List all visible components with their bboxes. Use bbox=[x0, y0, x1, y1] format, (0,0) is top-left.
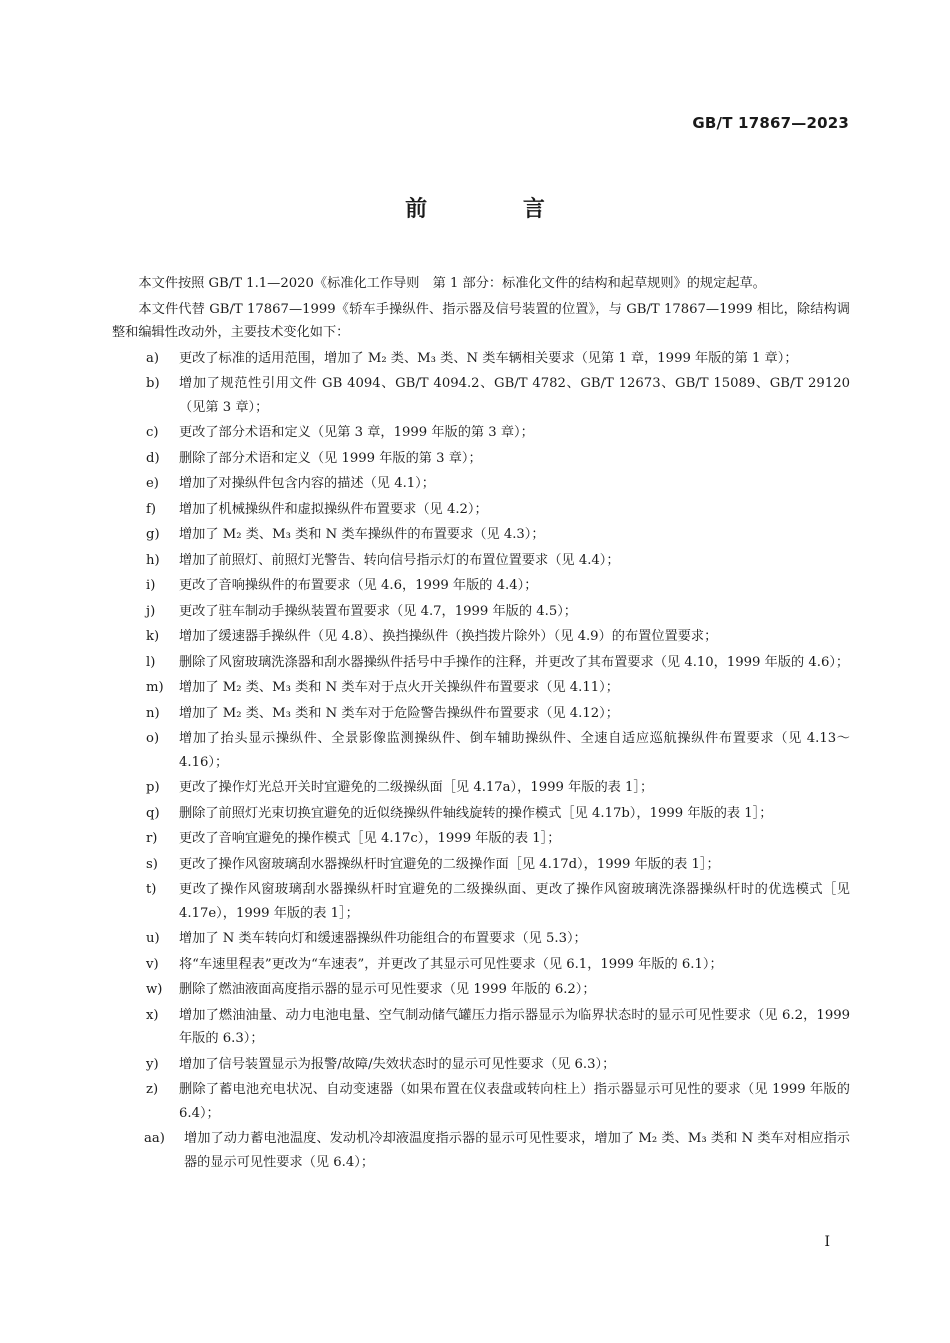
list-item bbox=[112, 776, 850, 800]
list-item-text: 增加了 M₂ 类、M₃ 类和 N 类车操纵件的布置要求（见 4.3）； bbox=[179, 527, 545, 542]
list-item bbox=[112, 853, 850, 877]
list-item bbox=[112, 447, 850, 471]
list-item-label: r) bbox=[146, 831, 158, 846]
list-item-label: o) bbox=[146, 731, 160, 746]
list-item-text: 更改了音响宜避免的操作模式［见 4.17c），1999 年版的表 1］； bbox=[179, 831, 561, 846]
list-item bbox=[112, 651, 850, 675]
list-item bbox=[112, 600, 850, 624]
list-item bbox=[112, 727, 850, 774]
list-item bbox=[112, 625, 850, 649]
list-item-label: t) bbox=[146, 882, 157, 897]
list-item-text: 将“车速里程表”更改为“车速表”，并更改了其显示可见性要求（见 6.1，1999 年版的 6.1）； bbox=[179, 956, 723, 972]
list-item bbox=[112, 1078, 850, 1125]
list-item bbox=[112, 498, 850, 522]
list-item-text: 更改了标准的适用范围，增加了 M₂ 类、M₃ 类、N 类车辆相关要求（见第 1 章，1999 年版的第 1 章）； bbox=[179, 350, 798, 366]
list-item bbox=[112, 927, 850, 951]
list-item-text: 增加了信号装置显示为报警/故障/失效状态时的显示可见性要求（见 6.3）； bbox=[179, 1056, 616, 1072]
list-item-text: 增加了燃油油量、动力电池电量、空气制动储气罐压力指示器显示为临界状态时的显示可见性要求（见 6.2，1999 年版的 6.3）； bbox=[179, 1007, 850, 1046]
list-item-label: g) bbox=[146, 527, 160, 542]
list-item bbox=[112, 676, 850, 700]
page-number: I bbox=[824, 1234, 830, 1250]
list-item-label: f) bbox=[146, 501, 157, 517]
document-body bbox=[112, 272, 850, 1176]
list-item-text: 增加了 M₂ 类、M₃ 类和 N 类车对于危险警告操纵件布置要求（见 4.12）； bbox=[179, 705, 619, 721]
list-item-text: 增加了对操纵件包含内容的描述（见 4.1）； bbox=[179, 476, 435, 491]
list-item-label: w) bbox=[146, 982, 163, 997]
list-item-label: v) bbox=[146, 956, 159, 972]
list-item bbox=[112, 347, 850, 371]
list-item-text: 增加了动力蓄电池温度、发动机冷却液温度指示器的显示可见性要求，增加了 M₂ 类、M₃ 类和 N 类车对相应指示器的显示可见性要求（见 6.4）； bbox=[184, 1131, 850, 1170]
list-item-text: 更改了音响操纵件的布置要求（见 4.6，1999 年版的 4.4）； bbox=[179, 578, 538, 593]
list-item bbox=[112, 523, 850, 547]
list-item-label: i) bbox=[146, 578, 156, 593]
list-item-label: y) bbox=[146, 1056, 159, 1072]
list-item-label: u) bbox=[146, 931, 160, 946]
list-item-label: k) bbox=[146, 629, 160, 644]
list-item-text: 更改了部分术语和定义（见第 3 章，1999 年版的第 3 章）； bbox=[179, 425, 534, 440]
list-item-text: 删除了风窗玻璃洗涤器和刮水器操纵件括号中手操作的注释，并更改了其布置要求（见 4.10，1999 年版的 4.6）； bbox=[179, 654, 850, 670]
list-item bbox=[112, 878, 850, 925]
list-item-text: 删除了前照灯光束切换宜避免的近似绕操纵件轴线旋转的操作模式［见 4.17b），1999 年版的表 1］； bbox=[179, 805, 773, 821]
list-item bbox=[112, 1004, 850, 1051]
list-item bbox=[112, 574, 850, 598]
change-list bbox=[112, 347, 850, 1175]
list-item-text: 更改了操作灯光总开关时宜避免的二级操纵面［见 4.17a），1999 年版的表 1］； bbox=[179, 780, 654, 795]
list-item bbox=[112, 1127, 850, 1174]
list-item-label: x) bbox=[146, 1007, 159, 1023]
standard-number: GB/T 17867—2023 bbox=[692, 114, 849, 132]
list-item-text: 增加了抬头显示操纵件、全景影像监测操纵件、倒车辅助操纵件、全速自适应巡航操纵件布置要求（见 4.13～4.16）； bbox=[179, 731, 850, 770]
list-item-label: q) bbox=[146, 805, 160, 821]
list-item bbox=[112, 702, 850, 726]
list-item-label: n) bbox=[146, 705, 160, 721]
list-item-label: p) bbox=[146, 780, 160, 795]
paragraph-drafting-basis: 本文件按照 GB/T 1.1—2020《标准化工作导则 第 1 部分：标准化文件的结构和起草规则》的规定起草。 bbox=[138, 276, 766, 291]
list-item-text: 更改了操作风窗玻璃刮水器操纵杆时宜避免的二级操纵面、更改了操作风窗玻璃洗涤器操纵杆时的优选模式［见 4.17e），1999 年版的表 1］； bbox=[179, 882, 850, 921]
list-item-label: m) bbox=[146, 680, 164, 695]
paragraph-replacement: 本文件代替 GB/T 17867—1999《轿车手操纵件、指示器及信号装置的位置》，与 GB/T 17867—1999 相比，除结构调整和编辑性改动外，主要技术变化如下： bbox=[112, 301, 850, 340]
list-item bbox=[112, 978, 850, 1002]
list-item-text: 增加了 N 类车转向灯和缓速器操纵件功能组合的布置要求（见 5.3）； bbox=[179, 931, 587, 946]
list-item bbox=[112, 1053, 850, 1077]
list-item-label: b) bbox=[146, 376, 160, 391]
list-item-text: 更改了驻车制动手操纵装置布置要求（见 4.7，1999 年版的 4.5）； bbox=[179, 603, 577, 619]
list-item bbox=[112, 372, 850, 419]
list-item-text: 增加了规范性引用文件 GB 4094、GB/T 4094.2、GB/T 4782、GB/T 12673、GB/T 15089、GB/T 29120（见第 3 章）； bbox=[179, 376, 850, 415]
list-item-text: 增加了机械操纵件和虚拟操纵件布置要求（见 4.2）； bbox=[179, 501, 488, 517]
list-item bbox=[112, 802, 850, 826]
list-item-label: s) bbox=[146, 856, 158, 872]
list-item-text: 更改了操作风窗玻璃刮水器操纵杆时宜避免的二级操作面［见 4.17d），1999 年版的表 1］； bbox=[179, 856, 720, 872]
list-item-label: l) bbox=[146, 654, 156, 670]
list-item-text: 增加了 M₂ 类、M₃ 类和 N 类车对于点火开关操纵件布置要求（见 4.11）； bbox=[179, 680, 619, 695]
list-item-label: j) bbox=[146, 603, 156, 619]
list-item bbox=[112, 549, 850, 573]
list-item-text: 删除了部分术语和定义（见 1999 年版的第 3 章）； bbox=[179, 450, 482, 466]
list-item-text: 增加了缓速器手操纵件（见 4.8）、换挡操纵件（换挡拨片除外）（见 4.9）的布置位置要求； bbox=[179, 629, 718, 644]
list-item bbox=[112, 472, 850, 496]
list-item-label: z) bbox=[146, 1082, 159, 1097]
list-item bbox=[112, 421, 850, 445]
page-title: 前 言 bbox=[405, 197, 589, 222]
list-item-label: a) bbox=[146, 350, 160, 366]
list-item-label: aa) bbox=[144, 1131, 165, 1146]
list-item bbox=[112, 953, 850, 977]
list-item-text: 删除了蓄电池充电状况、自动变速器（如果布置在仪表盘或转向柱上）指示器显示可见性的要求（见 1999 年版的 6.4）； bbox=[179, 1082, 850, 1121]
list-item-label: h) bbox=[146, 552, 160, 568]
list-item bbox=[112, 827, 850, 851]
list-item-text: 增加了前照灯、前照灯光警告、转向信号指示灯的布置位置要求（见 4.4）； bbox=[179, 552, 620, 568]
list-item-label: d) bbox=[146, 450, 160, 466]
list-item-text: 删除了燃油液面高度指示器的显示可见性要求（见 1999 年版的 6.2）； bbox=[179, 982, 596, 997]
list-item-label: e) bbox=[146, 476, 159, 491]
list-item-label: c) bbox=[146, 425, 159, 440]
